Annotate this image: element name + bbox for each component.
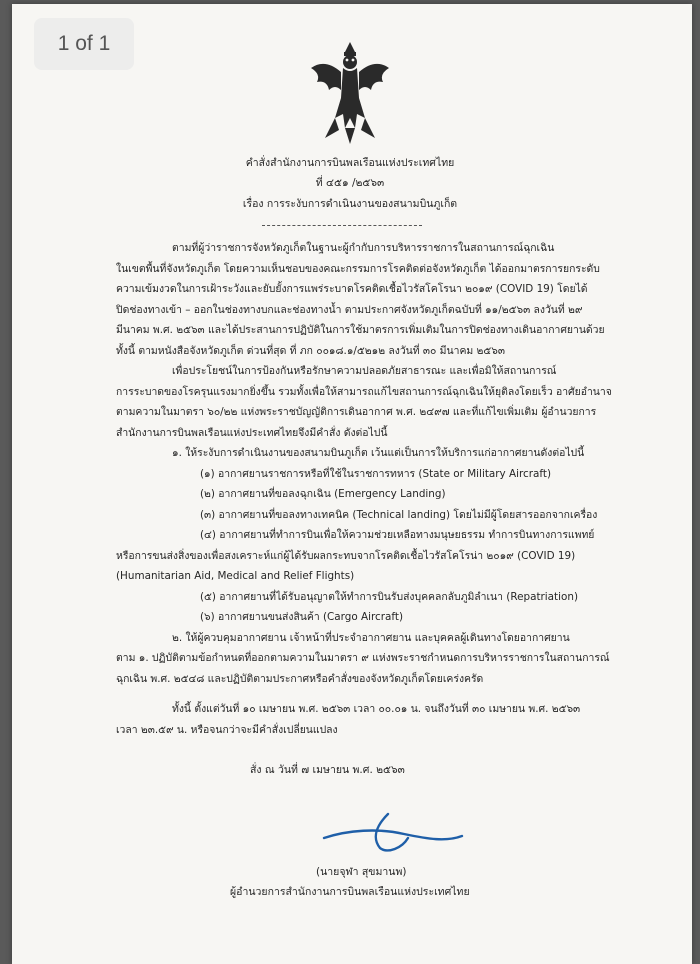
page-indicator: 1 of 1 [34, 18, 134, 70]
body-line: การระบาดของโรครุนแรงมากยิ่งขึ้น รวมทั้งเพื่อให้สามารถแก้ไขสถานการณ์ฉุกเฉินให้ยุติลงโดยเร็ว อาศัยอำนาจ [116, 385, 612, 398]
body-line: ตามความในมาตรา ๖๐/๒๒ แห่งพระราชบัญญัติการเดินอากาศ พ.ศ. ๒๔๙๗ และที่แก้ไขเพิ่มเติม ผู้อำนวยการ [116, 406, 597, 418]
clause-1-item-2: (๒) อากาศยานที่ขอลงฉุกเฉิน (Emergency Landing) [200, 488, 446, 500]
clause-1-item-5: (๕) อากาศยานที่ได้รับอนุญาตให้ทำการบินรับส่งบุคคลกลับภูมิลำเนา (Repatriation) [200, 590, 579, 603]
body-line: ในเขตพื้นที่จังหวัดภูเก็ต โดยความเห็นชอบของคณะกรรมการโรคติดต่อจังหวัดภูเก็ต ได้ออกมาตรการยกระดับ [116, 262, 600, 275]
clause-1-item-4: (๔) อากาศยานที่ทำการบินเพื่อให้ความช่วยเหลือทางมนุษยธรรม ทำการบินทางการแพทย์ [200, 529, 595, 541]
garuda-emblem-icon [305, 38, 395, 148]
agency-heading: คำสั่งสำนักงานการบินพลเรือนแห่งประเทศไทย [245, 157, 455, 169]
signer-name: (นายจุฬา สุขมานพ) [316, 866, 407, 878]
body-line: ตาม ๑. ปฏิบัติตามข้อกำหนดที่ออกตามความในมาตรา ๙ แห่งพระราชกำหนดการบริหารราชการในสถานการณ์ [116, 652, 610, 664]
clause-1-item-1: (๑) อากาศยานราชการหรือที่ใช้ในราชการทหาร (State or Military Aircraft) [200, 467, 551, 480]
clause-2: ๒. ให้ผู้ควบคุมอากาศยาน เจ้าหน้าที่ประจำอากาศยาน และบุคคลผู้เดินทางโดยอากาศยาน [172, 631, 570, 644]
body-line: ความเข้มงวดในการเฝ้าระวังและยับยั้งการแพร่ระบาดโรคติดเชื้อไวรัสโคโรนา ๒๐๑๙ (COVID 19) โดยได้ [116, 283, 588, 295]
body-line: สำนักงานการบินพลเรือนแห่งประเทศไทยจึงมีคำสั่ง ดังต่อไปนี้ [116, 426, 388, 439]
body-line: ปิดช่องทางเข้า – ออกในช่องทางบกและช่องทางน้ำ ตามประกาศจังหวัดภูเก็ตฉบับที่ ๑๑/๒๕๖๓ ลงวันที่ ๒๙ [116, 303, 583, 316]
body-line: มีนาคม พ.ศ. ๒๕๖๓ และได้ประสานการปฏิบัติในการใช้มาตรการเพิ่มเติมในการปิดช่องทางเดินอากาศยานด้วย [116, 324, 605, 336]
subject-line: เรื่อง การระงับการดำเนินงานของสนามบินภูเก็ต [242, 198, 458, 210]
order-number: ที่ ๔๕๑ /๒๕๖๓ [315, 177, 385, 189]
body-line: (Humanitarian Aid, Medical and Relief Flights) [116, 570, 355, 582]
signer-title: ผู้อำนวยการสำนักงานการบินพลเรือนแห่งประเทศไทย [230, 886, 470, 898]
body-line: เพื่อประโยชน์ในการป้องกันหรือรักษาความปลอดภัยสาธารณะ และเพื่อมิให้สถานการณ์ [172, 365, 557, 377]
order-body [116, 238, 626, 740]
header-divider [262, 225, 422, 226]
order-date: สั่ง ณ วันที่ ๗ เมษายน พ.ศ. ๒๕๖๓ [250, 764, 405, 776]
clause-1: ๑. ให้ระงับการดำเนินงานของสนามบินภูเก็ต เว้นแต่เป็นการให้บริการแก่อากาศยานดังต่อไปนี้ [172, 447, 585, 459]
effective-period: ทั้งนี้ ตั้งแต่วันที่ ๑๐ เมษายน พ.ศ. ๒๕๖๓ เวลา ๐๐.๐๑ น. จนถึงวันที่ ๓๐ เมษายน พ.ศ. ๒๕๖๓ [172, 703, 581, 715]
body-line: ตามที่ผู้ว่าราชการจังหวัดภูเก็ตในฐานะผู้กำกับการบริหารราชการในสถานการณ์ฉุกเฉิน [172, 242, 555, 254]
body-line: ฉุกเฉิน พ.ศ. ๒๕๔๘ และปฏิบัติตามประกาศหรือคำสั่งของจังหวัดภูเก็ตโดยเคร่งครัด [116, 672, 484, 685]
body-line: หรือการขนส่งสิ่งของเพื่อสงเคราะห์แก่ผู้ได้รับผลกระทบจากโรคติดเชื้อไวรัสโคโรน่า ๒๐๑๙ (COVID 19) [116, 549, 576, 562]
clause-1-item-3: (๓) อากาศยานที่ขอลงทางเทคนิค (Technical landing) โดยไม่มีผู้โดยสารออกจากเครื่อง [200, 508, 598, 521]
clause-1-item-6: (๖) อากาศยานขนส่งสินค้า (Cargo Aircraft) [200, 611, 403, 623]
signature-icon [318, 808, 468, 858]
body-line: เวลา ๒๓.๕๙ น. หรือจนกว่าจะมีคำสั่งเปลี่ยนแปลง [116, 723, 338, 736]
body-line: ทั้งนี้ ตามหนังสือจังหวัดภูเก็ต ด่วนที่สุด ที่ ภก ๐๐๑๘.๑/๕๒๑๒ ลงวันที่ ๓๐ มีนาคม ๒๕๖๓ [116, 344, 505, 357]
